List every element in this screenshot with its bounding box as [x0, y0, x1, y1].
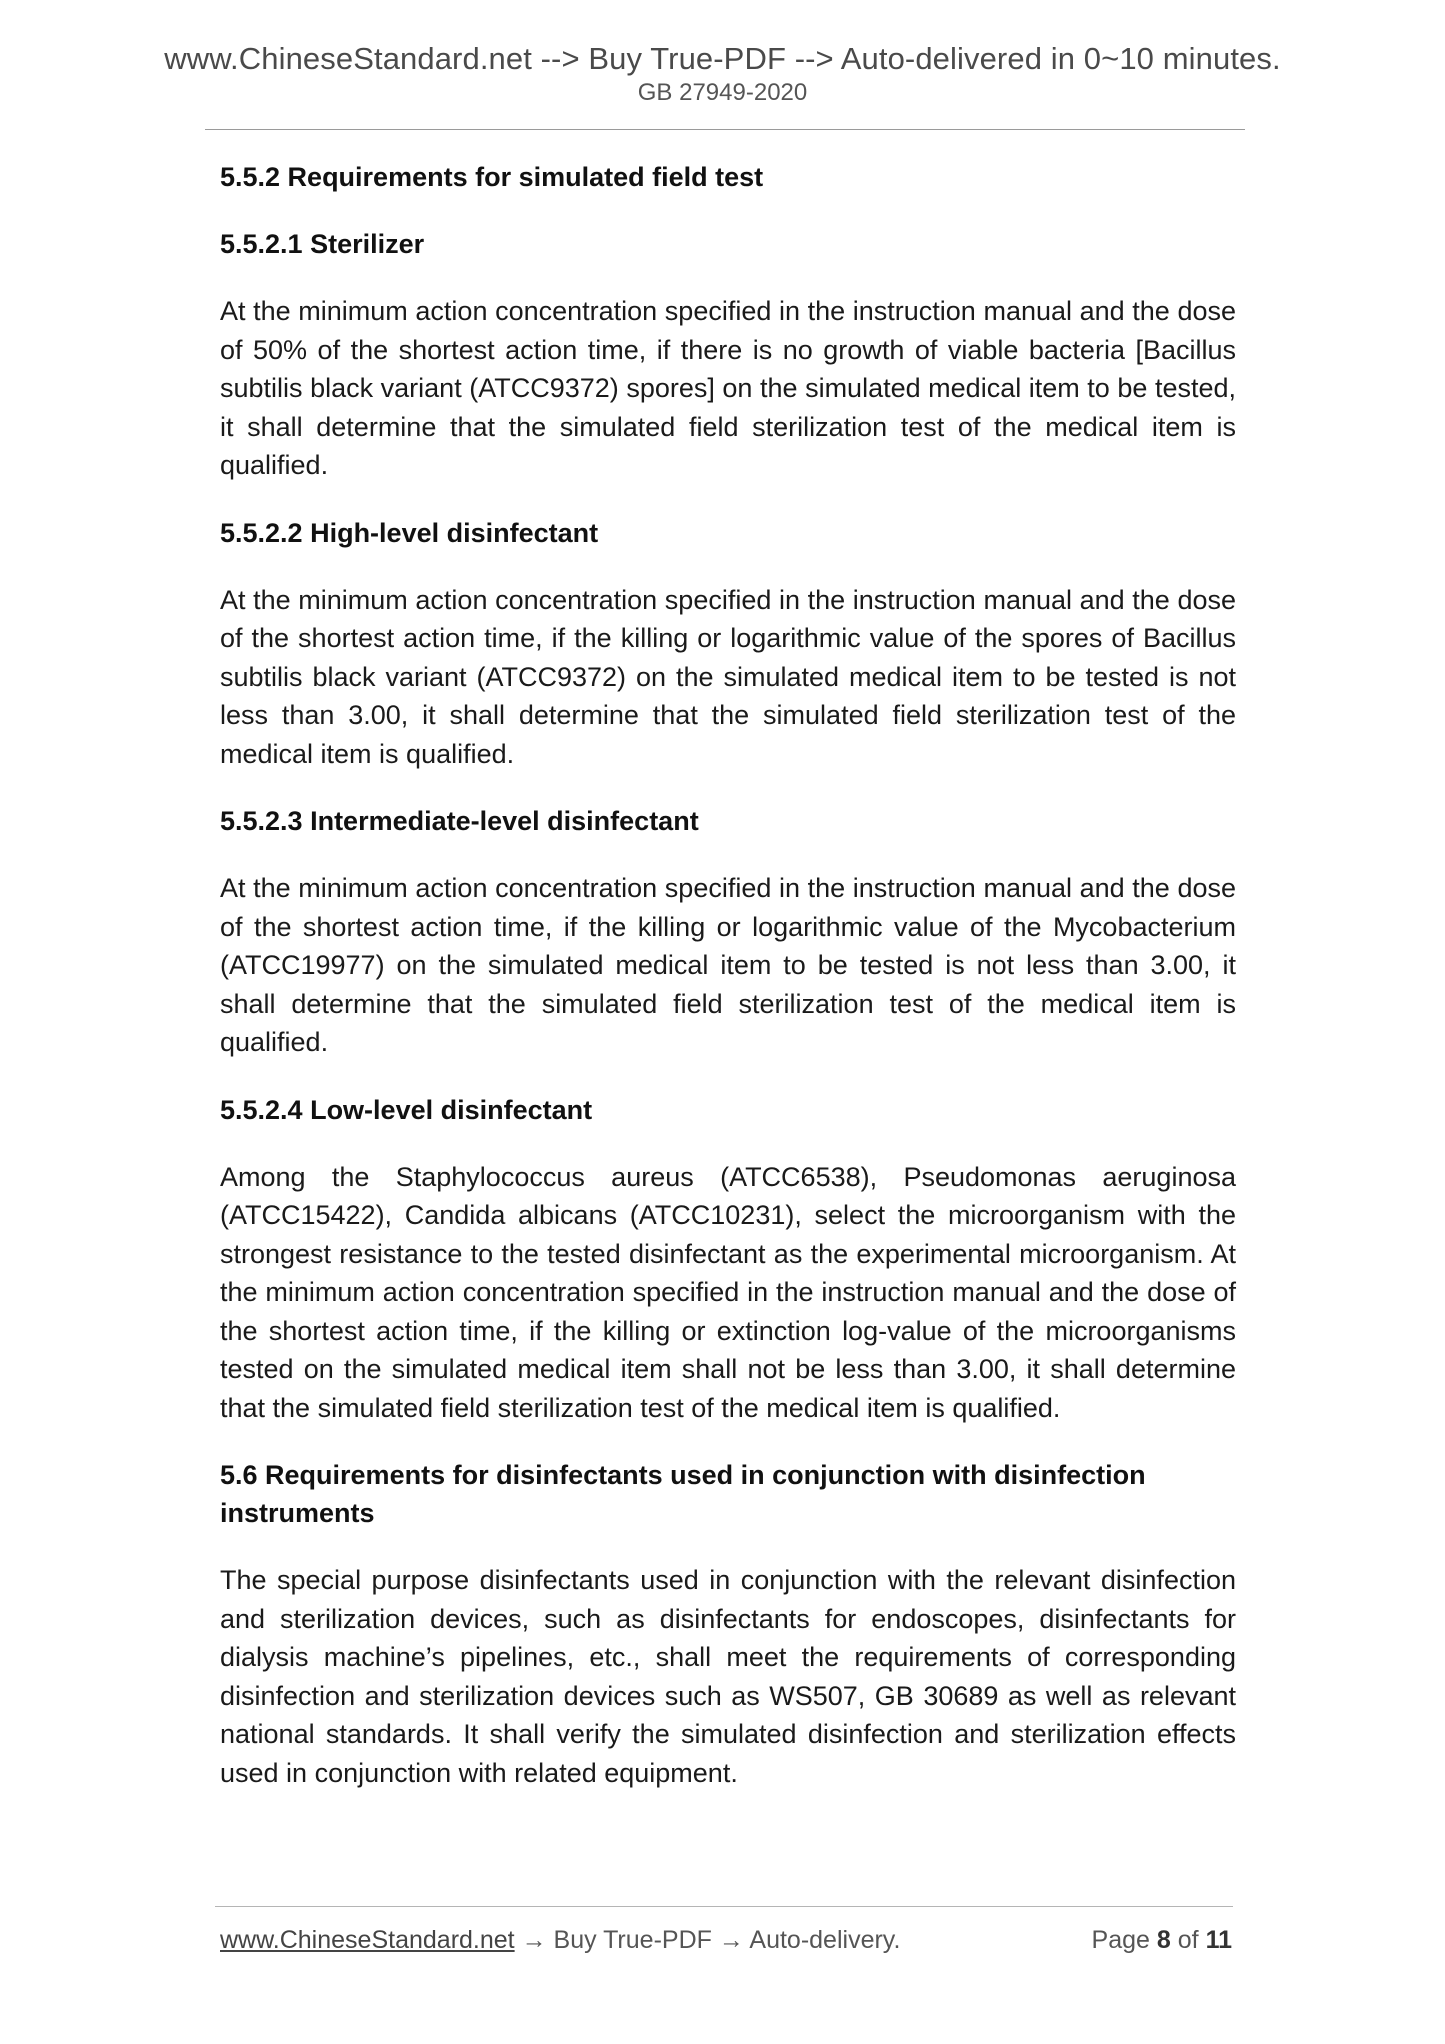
page-total: 11	[1205, 1926, 1232, 1954]
footer-promo-text: → Buy True-PDF → Auto-delivery.	[514, 1926, 901, 1954]
section-5-6	[220, 1456, 1236, 1792]
section-5-5-2-1	[220, 225, 1236, 485]
section-paragraph: At the minimum action concentration specified in the instruction manual and the dose of the shortest action time, if the killing or logarithmic value of the spores of Bacillus subtilis black variant (ATCC9372) on the simulated medical item to be tested is not less than 3.00, it shall determine that the simulated field sterilization test of the medical item is qualified.	[220, 584, 1236, 769]
section-5-5-2	[220, 158, 1236, 196]
section-paragraph: The special purpose disinfectants used in conjunction with the relevant disinfection and sterilization devices, such as disinfectants for endoscopes, disinfectants for dialysis machine’s pipelines, etc., shall meet the requirements of corresponding disinfection and sterilization devices such as WS507, GB 30689 as well as relevant national standards. It shall verify the simulated disinfection and sterilization effects used in conjunction with related equipment.	[220, 1565, 1236, 1788]
standard-number: GB 27949-2020	[637, 79, 808, 106]
section-5-5-2-2	[220, 514, 1236, 774]
section-heading: 5.5.2.4 Low-level disinfectant	[220, 1094, 593, 1125]
footer-website-link[interactable]: www.ChineseStandard.net	[220, 1926, 515, 1954]
document-body	[220, 158, 1236, 1821]
section-paragraph: Among the Staphylococcus aureus (ATCC6538), Pseudomonas aeruginosa (ATCC15422), Candida albicans (ATCC10231), select the microorganism with the strongest resistance to the tested disinfectant as the experimental microorganism. At the minimum action concentration specified in the instruction manual and the dose of the shortest action time, if the killing or extinction log-value of the microorganisms tested on the simulated medical item shall not be less than 3.00, it shall determine that the simulated field sterilization test of the medical item is qualified.	[220, 1161, 1236, 1423]
header-divider	[205, 129, 1245, 130]
page-of-label: of	[1177, 1926, 1199, 1954]
page-indicator	[1092, 1924, 1232, 1956]
footer-promo	[220, 1924, 900, 1956]
section-paragraph: At the minimum action concentration specified in the instruction manual and the dose of 50% of the shortest action time, if there is no growth of viable bacteria [Bacillus subtilis black variant (ATCC9372) spores] on the simulated medical item to be tested, it shall determine that the simulated field sterilization test of the medical item is qualified.	[220, 296, 1236, 480]
section-5-5-2-3	[220, 802, 1236, 1062]
page-label: Page	[1091, 1926, 1150, 1954]
section-heading: 5.5.2 Requirements for simulated field test	[220, 162, 764, 192]
section-heading: 5.5.2.3 Intermediate-level disinfectant	[220, 806, 699, 836]
section-paragraph: At the minimum action concentration specified in the instruction manual and the dose of the shortest action time, if the killing or logarithmic value of the Mycobacterium (ATCC19977) on the simulated medical item to be tested is not less than 3.00, it shall determine that the simulated field sterilization test of the medical item is qualified.	[220, 873, 1236, 1057]
section-5-5-2-4	[220, 1091, 1236, 1428]
section-heading: 5.5.2.2 High-level disinfectant	[220, 517, 599, 548]
page-header	[0, 40, 1445, 108]
section-heading: 5.6 Requirements for disinfectants used in conjunction with disinfection instruments	[220, 1460, 1146, 1528]
header-banner: www.ChineseStandard.net --> Buy True-PDF --> Auto-delivered in 0~10 minutes.	[164, 41, 1281, 76]
footer-divider	[215, 1906, 1233, 1907]
section-heading: 5.5.2.1 Sterilizer	[220, 229, 425, 259]
page-current: 8	[1156, 1926, 1171, 1954]
